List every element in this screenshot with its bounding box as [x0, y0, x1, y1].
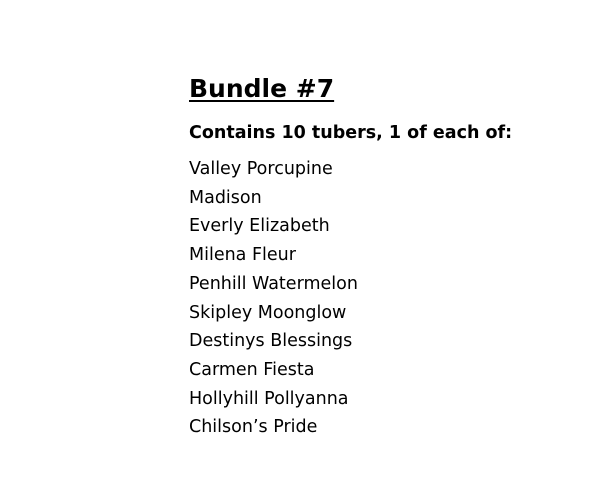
variety-item: Destinys Blessings [189, 331, 353, 352]
bundle-subtitle: Contains 10 tubers, 1 of each of: [189, 123, 513, 143]
variety-item: Carmen Fiesta [189, 359, 315, 380]
variety-item: Hollyhill Pollyanna [189, 388, 349, 409]
variety-item: Milena Fleur [189, 245, 296, 266]
variety-item: Chilson’s Pride [189, 417, 318, 438]
bundle-card [189, 72, 512, 442]
variety-item: Madison [189, 187, 262, 208]
variety-item: Valley Porcupine [189, 159, 333, 179]
variety-item: Skipley Moonglow [189, 302, 347, 323]
bundle-title: Bundle #7 [189, 74, 335, 103]
variety-item: Penhill Watermelon [189, 273, 358, 294]
variety-list [189, 155, 512, 442]
variety-item: Everly Elizabeth [189, 216, 330, 237]
